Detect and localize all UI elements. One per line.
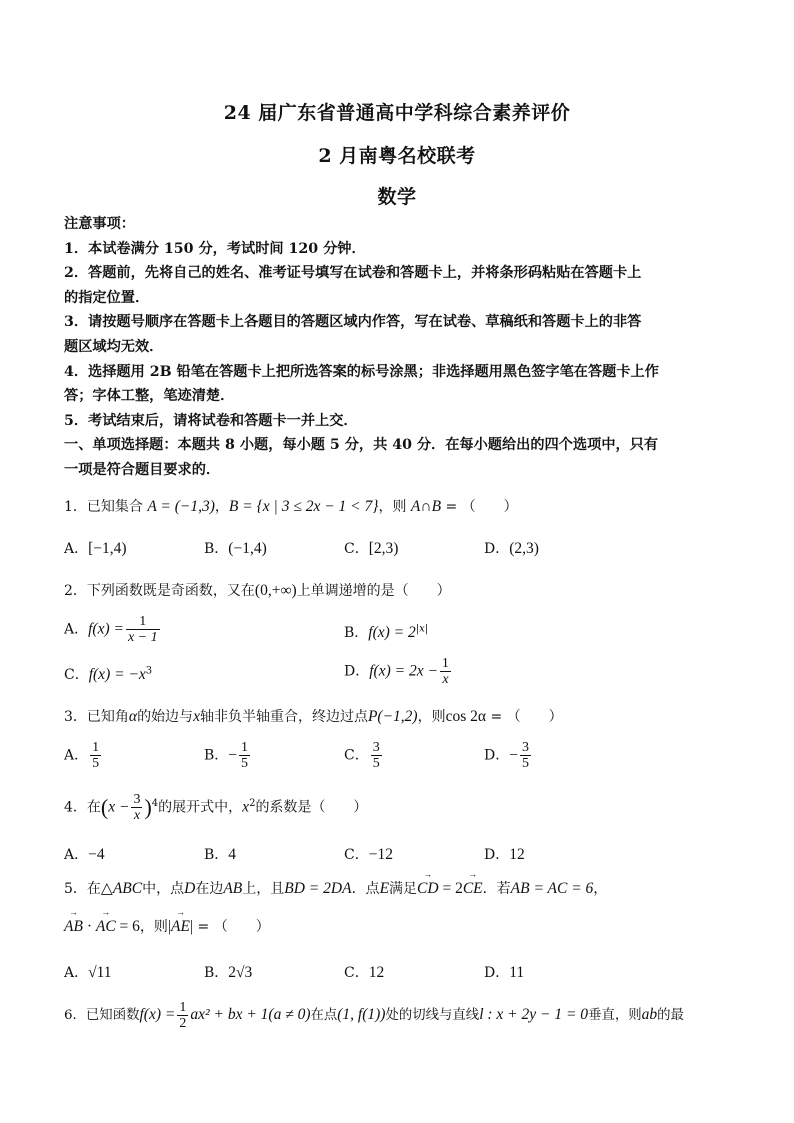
question-1: 1．已知集合 A = (−1,3)，B = {x | 3 ≤ 2x − 1 < 7}，则 A∩B = （ ） bbox=[64, 498, 518, 515]
question-5-continued: → AB · → AC = 6，则|→ AE| = （ ） bbox=[64, 916, 270, 936]
subject-title: 数学 bbox=[377, 186, 417, 208]
q5-option-a[interactable]: A．√11 bbox=[64, 964, 112, 981]
question-3: 3．已知角α的始边与x轴非负半轴重合，终边过点P(−1,2)，则cos 2α = （ ） bbox=[64, 708, 563, 725]
q4-option-c[interactable]: C．−12 bbox=[344, 846, 393, 863]
q1-option-b[interactable]: B．(−1,4) bbox=[204, 540, 267, 557]
exam-subtitle: 2 月南粤名校联考 bbox=[318, 145, 476, 167]
fraction: $\frac{3}{x}$ bbox=[133, 792, 141, 823]
notice-line: 题区域均无效． bbox=[64, 338, 164, 355]
vector-ae: → AE bbox=[171, 918, 190, 936]
question-5: 5．在△ABC中，点D在边AB上，且BD = 2DA．点E满足→ CD = 2→ CE．若AB = AC = 6， bbox=[64, 878, 607, 898]
notice-line: 5．考试结束后，请将试卷和答题卡一并上交． bbox=[64, 412, 358, 429]
notice-line: 3．请按题号顺序在答题卡上各题目的答题区域内作答，写在试卷、草稿纸和答题卡上的非答 bbox=[64, 314, 642, 331]
q5-option-b[interactable]: B．2√3 bbox=[204, 964, 253, 981]
notice-heading: 注意事项： bbox=[64, 216, 135, 232]
q5-option-d[interactable]: D．11 bbox=[484, 964, 525, 981]
notice-line: 4．选择题用 2B 铅笔在答题卡上把所选答案的标号涂黑；非选择题用黑色签字笔在答题卡上作 bbox=[64, 363, 659, 380]
q2-option-c[interactable]: C．$f(x) = -x^3$ bbox=[64, 665, 153, 683]
q2-option-b[interactable]: B．$f(x) = 2^{|x|}$ bbox=[344, 623, 429, 641]
q1-option-a[interactable]: A．[−1,4) bbox=[64, 540, 127, 557]
notice-block bbox=[64, 212, 734, 483]
vector-ac: → AC bbox=[96, 918, 116, 936]
section-heading: 一、单项选择题：本题共 8 小题，每小题 5 分，共 40 分．在每小题给出的四个选项中，只有 bbox=[64, 437, 659, 454]
fraction: $\frac{3}{5}$ bbox=[521, 740, 529, 771]
question-6: 6．已知函数f(x) = $\frac{1}{2}$ ax² + bx + 1(a ≠ 0)在点(1, f(1))处的切线与直线l : x + 2y − 1 = 0垂直，则ab的最 bbox=[64, 1000, 684, 1031]
q2-option-a[interactable]: A．f(x) = $\frac{1}{x - 1}$ bbox=[64, 614, 158, 645]
notice-line: 答；字体工整，笔迹清楚． bbox=[64, 388, 235, 405]
fraction: $\frac{1}{2}$ bbox=[179, 1000, 187, 1031]
notice-line: 的指定位置． bbox=[64, 289, 150, 306]
q3-option-d[interactable]: D．− $\frac{3}{5}$ bbox=[484, 740, 529, 771]
q4-option-d[interactable]: D．12 bbox=[484, 846, 525, 863]
q3-option-b[interactable]: B．− $\frac{1}{5}$ bbox=[204, 740, 249, 771]
q1-option-c[interactable]: C．[2,3) bbox=[344, 540, 399, 557]
fraction: $\frac{1}{x}$ bbox=[441, 656, 449, 687]
q3-option-a[interactable]: A． $\frac{1}{5}$ bbox=[64, 740, 100, 771]
q3-option-c[interactable]: C． $\frac{3}{5}$ bbox=[344, 740, 380, 771]
q4-option-a[interactable]: A．−4 bbox=[64, 846, 105, 863]
notice-line: 1．本试卷满分 150 分，考试时间 120 分钟． bbox=[64, 240, 366, 257]
vector-ce: → CE bbox=[463, 880, 483, 898]
section-heading: 一项是符合题目要求的． bbox=[64, 461, 221, 478]
fraction: $\frac{1}{5}$ bbox=[92, 740, 100, 771]
notice-line: 2．答题前，先将自己的姓名、准考证号填写在试卷和答题卡上，并将条形码粘贴在答题卡上 bbox=[64, 265, 642, 282]
q5-option-c[interactable]: C．12 bbox=[344, 964, 385, 981]
q2-option-d[interactable]: D．f(x) = 2x − $\frac{1}{x}$ bbox=[344, 656, 449, 687]
exam-title: 24 届广东省普通高中学科综合素养评价 bbox=[223, 102, 571, 124]
fraction: $\frac{1}{5}$ bbox=[241, 740, 249, 771]
q1-option-d[interactable]: D．(2,3) bbox=[484, 540, 539, 557]
question-2: 2．下列函数既是奇函数，又在(0,+∞)上单调递增的是（ ） bbox=[64, 582, 451, 599]
question-4: 4．在(x − $\frac{3}{x}$ )$^4$的展开式中，$x^2$的系数是（ ） bbox=[64, 792, 368, 823]
vector-ab: → AB bbox=[64, 918, 83, 936]
vector-cd: → CD bbox=[417, 880, 439, 898]
q4-option-b[interactable]: B．4 bbox=[204, 846, 237, 863]
fraction: $\frac{3}{5}$ bbox=[372, 740, 380, 771]
fraction: $\frac{1}{x - 1}$ bbox=[127, 614, 158, 645]
